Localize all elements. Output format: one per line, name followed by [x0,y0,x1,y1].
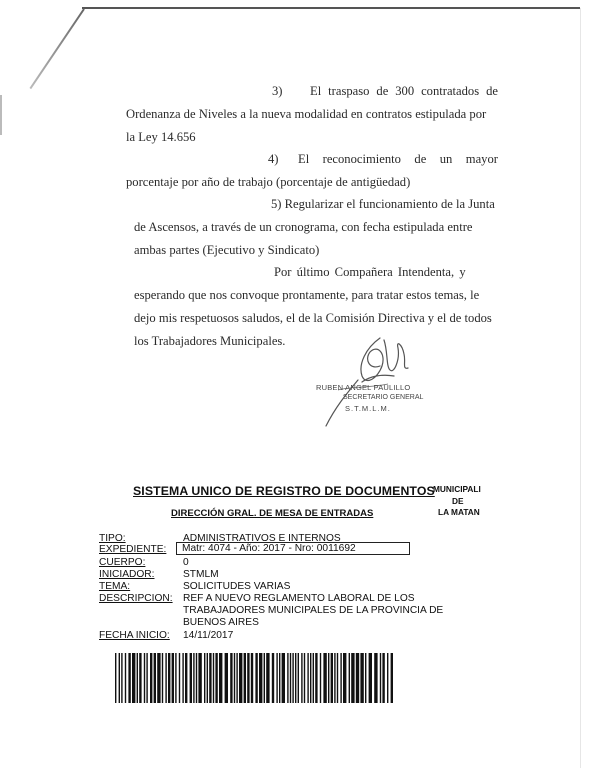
barcode-bar [307,653,308,703]
barcode-bar [119,653,120,703]
barcode-bar [219,653,222,703]
field-value-descripcion-1: REF A NUEVO REGLAMENTO LABORAL DE LOS [183,593,415,604]
barcode-bar [298,653,299,703]
barcode-bar [360,653,363,703]
stamp-title: SISTEMA UNICO DE REGISTRO DE DOCUMENTOS [133,484,435,498]
item-3-line-1: El traspaso de 300 contratados de [310,84,498,98]
barcode-bar [340,653,341,703]
field-value-tema: SOLICITUDES VARIAS [183,581,291,592]
page-edge-right [580,8,581,768]
barcode-bar [334,653,335,703]
barcode-bar [213,653,214,703]
barcode-bar [310,653,311,703]
barcode-bar [255,653,257,703]
page-edge [82,7,580,9]
barcode-bar [328,653,329,703]
barcode-bar [168,653,170,703]
barcode-bar [272,653,274,703]
barcode-bar [162,653,163,703]
signatory-role: SECRETARIO GENERAL [343,394,424,401]
field-value-descripcion-2: TRABAJADORES MUNICIPALES DE LA PROVINCIA DE [183,605,444,616]
field-value-descripcion-3: BUENOS AIRES [183,617,259,628]
closing-line-2: esperando que nos convoque prontamente, para tratar estos temas, le [134,288,480,302]
barcode-bar [121,653,122,703]
barcode-bar [234,653,235,703]
folded-corner-edge [29,8,84,89]
closing-line-4: los Trabajadores Municipales. [134,334,286,348]
barcode-bar [179,653,180,703]
barcode-bar [323,653,326,703]
item-4-line-1: El reconocimiento de un mayor [298,152,498,166]
barcode-bar [225,653,228,703]
barcode-bar [154,653,156,703]
barcode-bar [198,653,201,703]
barcode-bar [230,653,232,703]
field-value-fecha-inicio: 14/11/2017 [183,630,234,641]
barcode-bar [331,653,333,703]
barcode-bar [175,653,176,703]
item-5-line-1: 5) Regularizar el funcionamiento de la Junta [271,197,495,211]
barcode-bar [125,653,126,703]
barcode-bar [139,653,141,703]
handwritten-signature [318,330,428,430]
barcode-bar [356,653,359,703]
barcode-bar [215,653,217,703]
field-label-descripcion: DESCRIPCION: [99,593,173,604]
barcode-bar [165,653,166,703]
barcode-bar [374,653,377,703]
field-label-iniciador: INICIADOR: [99,569,155,580]
municipality-line-3: LA MATAN [438,507,480,517]
barcode-bar [365,653,366,703]
barcode-bar [132,653,135,703]
barcode-bar [193,653,194,703]
stamp-subtitle: DIRECCIÓN GRAL. DE MESA DE ENTRADAS [171,508,374,519]
barcode-bar [380,653,381,703]
page-edge-left [0,95,2,135]
barcode-bar [264,653,265,703]
barcode-bar [276,653,277,703]
signatory-org: S.T.M.L.M. [345,404,391,413]
barcode-bar [391,653,393,703]
barcode-bar [150,653,152,703]
barcode-bar [207,653,208,703]
field-label-tema: TEMA: [99,581,131,592]
barcode-bar [115,653,116,703]
municipality-line-2: DE [452,496,464,506]
barcode-bar [295,653,296,703]
barcode-bar [279,653,280,703]
item-3-number: 3) [272,84,283,98]
field-value-cuerpo: 0 [183,557,189,568]
barcode-bar [146,653,147,703]
barcode-bar [251,653,253,703]
field-label-tipo: TIPO: [99,533,126,544]
field-value-tipo: ADMINISTRATIVOS E INTERNOS [183,533,341,544]
barcode-bar [387,653,388,703]
barcode-bar [172,653,174,703]
barcode-bar [259,653,262,703]
barcode-bar [382,653,384,703]
barcode-bar [144,653,145,703]
item-4-line-2: porcentaje por año de trabajo (porcentaje de antigüedad) [126,175,411,189]
item-5-line-3: ambas partes (Ejecutivo y Sindicato) [134,243,320,257]
barcode-bar [351,653,354,703]
barcode-bar [337,653,338,703]
signatory-name: RUBEN ANGEL PAULILLO [316,383,411,392]
barcode [115,653,393,703]
field-value-expediente: Matr: 4074 - Año: 2017 - Nro: 0011692 [176,542,410,555]
barcode-bar [369,653,372,703]
barcode-bar [128,653,130,703]
barcode-bar [244,653,246,703]
barcode-bar [266,653,269,703]
barcode-bar [313,653,314,703]
barcode-bar [247,653,249,703]
item-3-line-2: Ordenanza de Niveles a la nueva modalidad en contratos estipulada por [126,107,487,121]
barcode-bar [304,653,305,703]
barcode-bar [157,653,160,703]
field-label-expediente: EXPEDIENTE: [99,544,167,555]
item-4-number: 4) [268,152,279,166]
field-label-cuerpo: CUERPO: [99,557,146,568]
municipality-line-1: MUNICIPALI [433,484,481,494]
closing-line-1: Por último Compañera Intendenta, y [274,265,466,279]
barcode-bar [190,653,192,703]
barcode-bar [209,653,211,703]
field-label-fecha-inicio: FECHA INICIO: [99,630,170,641]
barcode-bar [196,653,197,703]
barcode-bar [320,653,321,703]
closing-line-3: dejo mis respetuosos saludos, el de la Comisión Directiva y el de todos [134,311,492,325]
barcode-bar [236,653,237,703]
barcode-bar [282,653,285,703]
barcode-bar [292,653,293,703]
barcode-bar [315,653,317,703]
barcode-bar [182,653,183,703]
barcode-bar [185,653,187,703]
barcode-bar [349,653,350,703]
barcode-bar [301,653,302,703]
barcode-bar [343,653,346,703]
item-3-line-3: la Ley 14.656 [126,130,196,144]
barcode-bar [239,653,242,703]
barcode-bar [290,653,291,703]
barcode-bar [287,653,288,703]
item-5-line-2: de Ascensos, a través de un cronograma, con fecha estipulada entre [134,220,473,234]
field-value-iniciador: STMLM [183,569,219,580]
barcode-bar [137,653,138,703]
barcode-bar [204,653,205,703]
